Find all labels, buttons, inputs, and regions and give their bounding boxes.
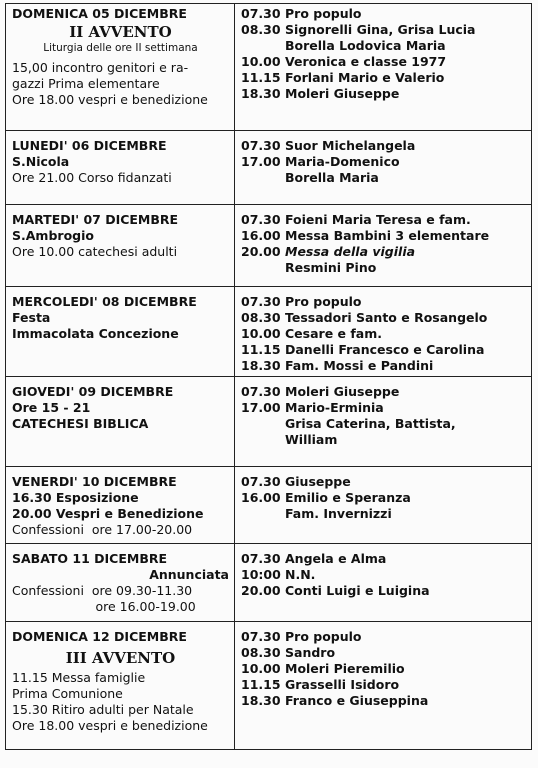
weekly-schedule-table — [5, 3, 532, 750]
mass-line — [241, 661, 526, 677]
event-line: Prima Comunione — [12, 686, 123, 701]
confessions-line: ore 16.00-19.00 — [12, 599, 196, 614]
mass-intention: William — [285, 432, 338, 447]
mass-intention: Fam. Mossi e Pandini — [285, 358, 434, 373]
mass-time: 07.30 — [241, 474, 281, 489]
day-title: DOMENICA 12 DICEMBRE — [12, 629, 187, 644]
mass-line — [241, 693, 526, 709]
mass-intention: Franco e Giuseppina — [285, 693, 429, 708]
mass-intention: Mario-Erminia — [285, 400, 384, 415]
mass-line — [241, 170, 526, 186]
mass-intention: Pro populo — [285, 6, 362, 21]
mass-intention: N.N. — [285, 567, 316, 582]
mass-line — [241, 645, 526, 661]
mass-time: 08.30 — [241, 22, 281, 37]
mass-intention: Messa della vigilia — [285, 244, 416, 259]
mass-line — [241, 506, 526, 522]
event-line: 20.00 Vespri e Benedizione — [12, 506, 204, 521]
event-line: 15.30 Ritiro adulti per Natale — [12, 702, 194, 717]
mass-line — [241, 342, 526, 358]
mass-intention: Tessadori Santo e Rosangelo — [285, 310, 488, 325]
mass-line — [241, 260, 526, 276]
day-info-cell — [6, 287, 235, 377]
mass-time: 07.30 — [241, 138, 281, 153]
mass-time: 10:00 — [241, 567, 281, 582]
mass-time: 07.30 — [241, 384, 281, 399]
mass-line — [241, 294, 526, 310]
mass-time: 17.00 — [241, 400, 281, 415]
mass-intention: Emilio e Speranza — [285, 490, 411, 505]
mass-line — [241, 567, 526, 583]
mass-time: 11.15 — [241, 342, 281, 357]
mass-line — [241, 551, 526, 567]
mass-time: 18.30 — [241, 358, 281, 373]
mass-time: 20.00 — [241, 583, 281, 598]
day-row-venerdi-10 — [6, 467, 532, 544]
day-title: DOMENICA 05 DICEMBRE — [12, 6, 187, 21]
mass-intention: Cesare e fam. — [285, 326, 382, 341]
mass-time: 18.30 — [241, 693, 281, 708]
mass-intention: Angela e Alma — [285, 551, 387, 566]
mass-intention: Moleri Giuseppe — [285, 86, 400, 101]
mass-intentions-cell — [235, 544, 532, 622]
mass-intention: Grasselli Isidoro — [285, 677, 400, 692]
day-info-cell — [6, 544, 235, 622]
event-line: 15,00 incontro genitori e ra- — [12, 60, 189, 75]
mass-intention: Pro populo — [285, 294, 362, 309]
mass-time: 16.00 — [241, 228, 281, 243]
confessions-line: Confessioni ore 09.30-11.30 — [12, 583, 193, 598]
day-title: LUNEDI' 06 DICEMBRE — [12, 138, 167, 153]
mass-line — [241, 432, 526, 448]
mass-line — [241, 138, 526, 154]
event-line: Ore 18.00 vespri e benedizione — [12, 92, 208, 107]
day-title: MARTEDI' 07 DICEMBRE — [12, 212, 179, 227]
mass-time: 10.00 — [241, 661, 281, 676]
mass-intentions-cell — [235, 205, 532, 287]
mass-time: 07.30 — [241, 551, 281, 566]
mass-line — [241, 86, 526, 102]
mass-intention: Sandro — [285, 645, 336, 660]
event-line: Ore 10.00 catechesi adulti — [12, 244, 178, 259]
mass-time: 07.30 — [241, 629, 281, 644]
mass-line — [241, 54, 526, 70]
mass-line — [241, 38, 526, 54]
event-line: gazzi Prima elementare — [12, 76, 160, 91]
day-row-sabato-11 — [6, 544, 532, 622]
mass-intention: Veronica e classe 1977 — [285, 54, 447, 69]
mass-time: 10.00 — [241, 54, 281, 69]
saint-name: S.Nicola — [12, 154, 70, 169]
mass-line — [241, 583, 526, 599]
mass-intentions-cell — [235, 131, 532, 205]
day-info-cell — [6, 131, 235, 205]
mass-line — [241, 70, 526, 86]
mass-time: 11.15 — [241, 677, 281, 692]
mass-intentions-cell — [235, 622, 532, 750]
mass-time: 17.00 — [241, 154, 281, 169]
mass-intention: Moleri Pieremilio — [285, 661, 405, 676]
liturgical-season-title: III AVVENTO — [65, 649, 176, 667]
mass-intention: Signorelli Gina, Grisa Lucia — [285, 22, 476, 37]
mass-intention: Maria-Domenico — [285, 154, 400, 169]
mass-intention: Conti Luigi e Luigina — [285, 583, 430, 598]
event-line: Ore 21.00 Corso fidanzati — [12, 170, 172, 185]
mass-intention: Danelli Francesco e Carolina — [285, 342, 485, 357]
mass-intention: Resmini Pino — [285, 260, 377, 275]
day-row-mercoledi-08 — [6, 287, 532, 377]
day-row-lunedi-06 — [6, 131, 532, 205]
confessions-line: Confessioni ore 17.00-20.00 — [12, 522, 193, 537]
day-title: GIOVEDI' 09 DICEMBRE — [12, 384, 174, 399]
mass-line — [241, 400, 526, 416]
mass-intentions-cell — [235, 4, 532, 131]
day-row-domenica-05 — [6, 4, 532, 131]
mass-intentions-cell — [235, 467, 532, 544]
day-title: SABATO 11 DICEMBRE — [12, 551, 168, 566]
mass-line — [241, 490, 526, 506]
mass-line — [241, 154, 526, 170]
day-info-cell — [6, 205, 235, 287]
day-row-giovedi-09 — [6, 377, 532, 467]
mass-intention: Giuseppe — [285, 474, 351, 489]
mass-intention: Foieni Maria Teresa e fam. — [285, 212, 471, 227]
day-info-cell — [6, 622, 235, 750]
event-line: 11.15 Messa famiglie — [12, 670, 146, 685]
mass-line — [241, 677, 526, 693]
mass-intention: Suor Michelangela — [285, 138, 416, 153]
liturgical-season-title: II AVVENTO — [69, 23, 172, 41]
mass-line — [241, 629, 526, 645]
saint-name: S.Ambrogio — [12, 228, 94, 243]
mass-intention: Pro populo — [285, 629, 362, 644]
mass-intentions-cell — [235, 377, 532, 467]
mass-line — [241, 416, 526, 432]
day-info-cell — [6, 467, 235, 544]
mass-intention: Forlani Mario e Valerio — [285, 70, 445, 85]
mass-line — [241, 6, 526, 22]
mass-line — [241, 326, 526, 342]
event-line: 16.30 Esposizione — [12, 490, 139, 505]
event-time: Ore 15 - 21 — [12, 400, 91, 415]
mass-intentions-cell — [235, 287, 532, 377]
day-title: MERCOLEDI' 08 DICEMBRE — [12, 294, 197, 309]
mass-time: 07.30 — [241, 6, 281, 21]
mass-intention: Grisa Caterina, Battista, — [285, 416, 456, 431]
liturgy-hours-note: Liturgia delle ore II settimana — [43, 42, 198, 54]
mass-line — [241, 212, 526, 228]
mass-intention: Messa Bambini 3 elementare — [285, 228, 490, 243]
mass-line — [241, 358, 526, 374]
mass-time: 10.00 — [241, 326, 281, 341]
mass-time: 08.30 — [241, 645, 281, 660]
day-title: VENERDI' 10 DICEMBRE — [12, 474, 177, 489]
event-line: Ore 18.00 vespri e benedizione — [12, 718, 208, 733]
mass-intention: Borella Maria — [285, 170, 379, 185]
mass-intention: Moleri Giuseppe — [285, 384, 400, 399]
mass-time: 20.00 — [241, 244, 281, 259]
day-row-domenica-12 — [6, 622, 532, 750]
mass-time: 11.15 — [241, 70, 281, 85]
mass-line — [241, 310, 526, 326]
mass-line — [241, 474, 526, 490]
event-name: CATECHESI BIBLICA — [12, 416, 149, 431]
mass-time: 16.00 — [241, 490, 281, 505]
mass-time: 07.30 — [241, 212, 281, 227]
mass-intention: Fam. Invernizzi — [285, 506, 392, 521]
day-info-cell — [6, 4, 235, 131]
mass-time: 18.30 — [241, 86, 281, 101]
mass-time: 07.30 — [241, 294, 281, 309]
feast-label: Festa — [12, 310, 51, 325]
feast-name: Immacolata Concezione — [12, 326, 179, 341]
mass-time: 08.30 — [241, 310, 281, 325]
mass-line — [241, 244, 526, 260]
mass-line — [241, 228, 526, 244]
saint-name: Annunciata — [149, 567, 229, 582]
mass-line — [241, 384, 526, 400]
mass-intention: Borella Lodovica Maria — [285, 38, 446, 53]
day-info-cell — [6, 377, 235, 467]
mass-line — [241, 22, 526, 38]
day-row-martedi-07 — [6, 205, 532, 287]
